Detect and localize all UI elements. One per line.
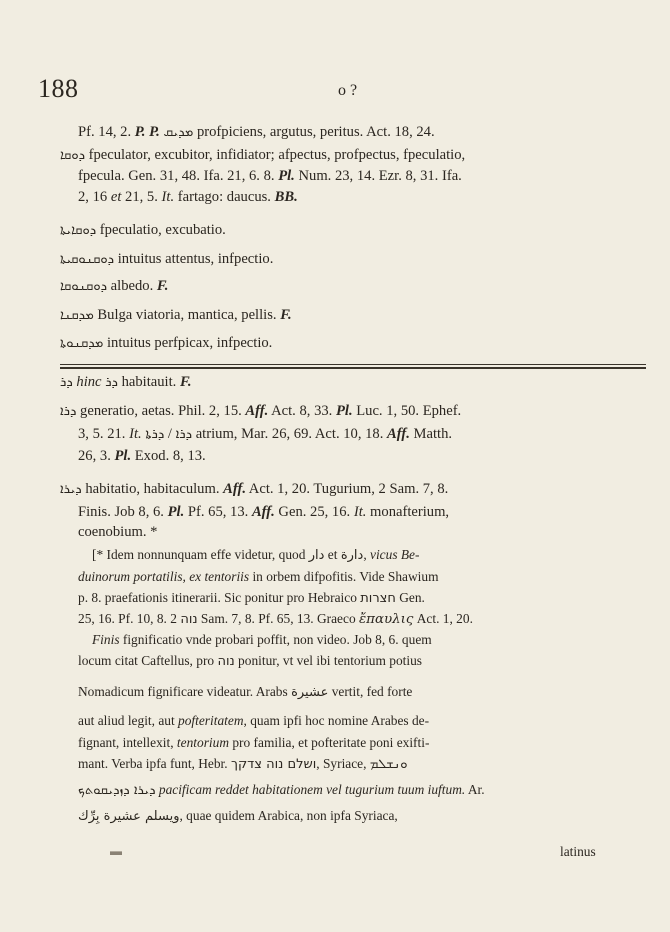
entry-line: ܡܕܩܢܐ Bulga viatoria, mantica, pellis. F.: [60, 307, 292, 323]
entry-line: fpecula. Gen. 31, 48. Ifa. 21, 6. 8. Pl. Num. 23, 14. Ezr. 8, 31. Ifa.: [78, 168, 462, 184]
entry-line: 26, 3. Pl. Exod. 8, 13.: [78, 448, 206, 464]
note-line: 25, 16. Pf. 10, 8. נוה 2 Sam. 7, 8. Pf. 65, 13. Graeco ἔπαυλις Act. 1, 20.: [78, 611, 473, 627]
catchword: latinus: [560, 844, 596, 859]
entry-line: 3, 5. 21. It. ܕܪܐ / ܕܪܬܐ atrium, Mar. 26, 69. Act. 10, 18. Aff. Matth.: [78, 426, 453, 442]
note-line: ܕܝܪܐ ܕܙܕܝܩܘܬܟ pacificam reddet habitationem vel tugurium tuum iuftum. Ar.: [78, 782, 485, 798]
signature-mark: o ?: [338, 82, 358, 99]
note-line: aut aliud legit, aut pofteritatem, quam ipfi hoc nomine Arabes de-: [78, 713, 430, 728]
note-line: Nomadicum fignificare videatur. Arabs عشيرة vertit, fed forte: [78, 684, 413, 700]
note-line: duinorum portatilis, ex tentoriis in orbem difpofitis. Vide Shawium: [78, 569, 439, 584]
entry-line: coenobium. *: [78, 524, 158, 540]
note-line: p. 8. praefationis itinerarii. Sic ponitur pro Hebraico חצרות Gen.: [78, 590, 425, 606]
entry-line: ܕܪ hinc ܕܪ habitauit. F.: [60, 374, 192, 390]
note-line: locum citat Caftellus, pro נוה ponitur, vt vel ibi tentorium potius: [78, 653, 422, 669]
note-line: mant. Verba ipfa funt, Hebr. ושלם נוה צדקך, Syriace, ܘܢܫܠܡ: [78, 756, 408, 772]
page-smudge: ▬: [110, 844, 122, 858]
entry-line: 2, 16 et 21, 5. It. fartago: daucus. BB.: [78, 189, 298, 205]
page-number: 188: [38, 74, 79, 103]
note-line: fignant, intellexit, tentorium pro familia, et pofteritate poni exifti-: [78, 735, 430, 750]
entry-line: ܕܝܪܐ habitatio, habitaculum. Aff. Act. 1, 20. Tugurium, 2 Sam. 7, 8.: [60, 481, 449, 497]
entry-line: ܕܘܩܢܘܩܝܬܐ intuitus attentus, infpectio.: [60, 251, 274, 267]
note-line: ويسلم عشيرة بِرِّك, quae quidem Arabica, non ipfa Syriaca,: [78, 808, 398, 824]
note-line: Finis fignificatio vnde probari poffit, non video. Job 8, 6. quem: [92, 632, 432, 647]
page-header: [38, 74, 630, 108]
entry-line: ܡܕܩܢܘܬܐ intuitus perfpicax, infpectio.: [60, 335, 273, 351]
entry-line: ܕܪܐ generatio, aetas. Phil. 2, 15. Aff. Act. 8, 33. Pl. Luc. 1, 50. Ephef.: [60, 403, 462, 419]
entry-line: ܕܘܩܐ fpeculator, excubitor, infidiator; afpectus, profpectus, fpeculatio,: [60, 147, 466, 163]
entry-line: ܕܘܩܢܘܩܐ albedo. F.: [60, 278, 169, 294]
entry-line: Pf. 14, 2. P. P. ܡܕܝܩ profpiciens, argutus, peritus. Act. 18, 24.: [78, 124, 435, 140]
section-rule-thick: [60, 367, 646, 369]
section-rule: [60, 364, 646, 365]
entry-line: ܕܘܩܐܝܬܐ fpeculatio, excubatio.: [60, 222, 226, 238]
entry-line: Finis. Job 8, 6. Pl. Pf. 65, 13. Aff. Gen. 25, 16. It. monafterium,: [78, 504, 450, 520]
note-line: [* Idem nonnunquam effe videtur, quod دار et دارة, vicus Be-: [92, 547, 420, 563]
